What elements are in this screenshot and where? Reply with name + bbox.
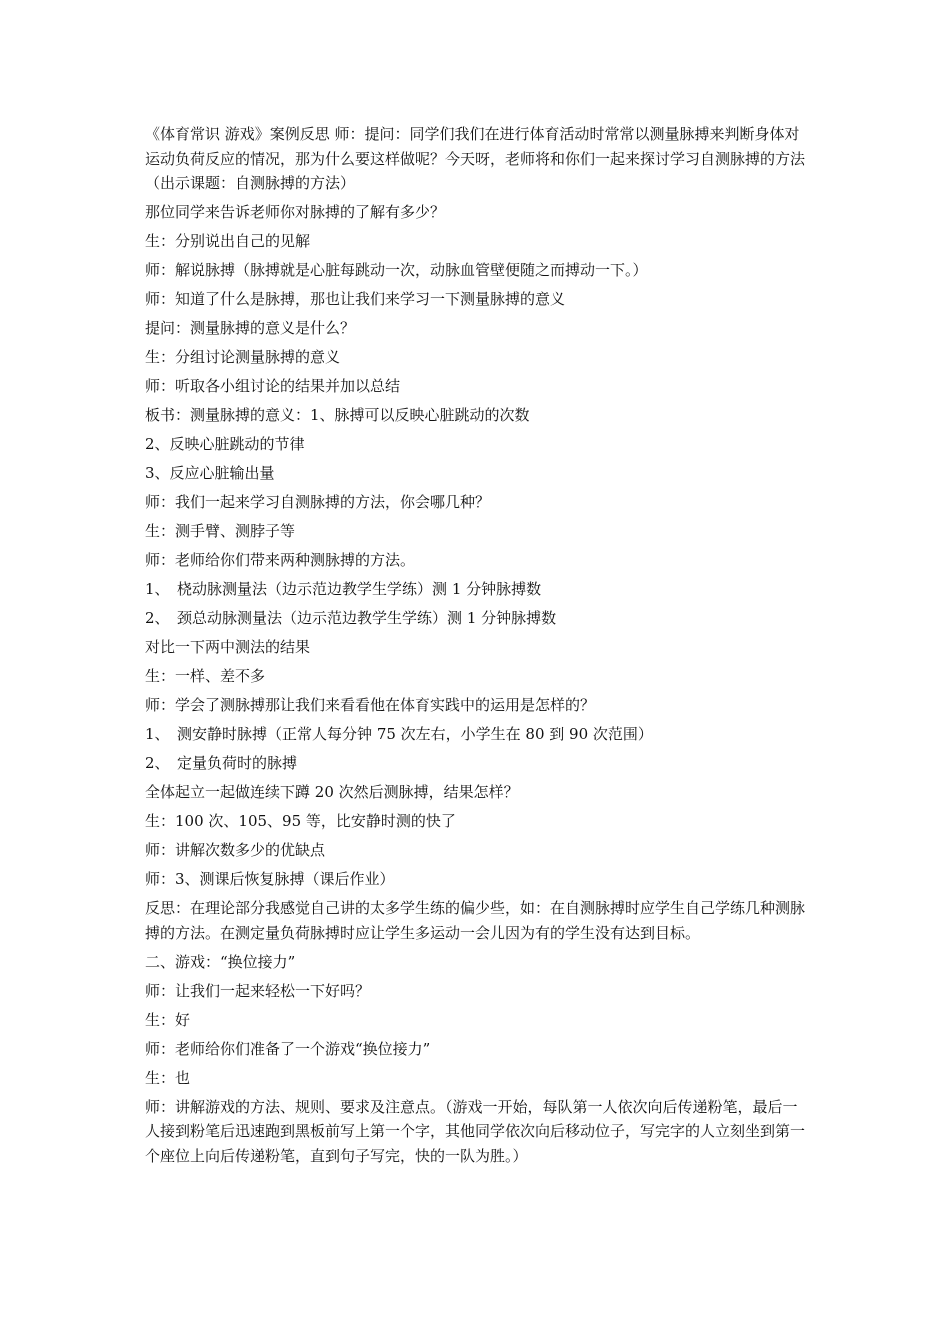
paragraph: 生：也: [145, 1068, 191, 1087]
section-heading-game: 二、游戏：“换位接力”: [145, 952, 296, 971]
list-item: 2、 颈总动脉测量法（边示范边教学生学练）测 1 分钟脉搏数: [145, 609, 557, 627]
paragraph: 生：100 次、105、95 等，比安静时测的快了: [145, 812, 456, 830]
paragraph: 师：老师给你们带来两种测脉搏的方法。: [145, 551, 416, 569]
paragraph-game-rules: 师：讲解游戏的方法、规则、要求及注意点。（游戏一开始，每队第一人依次向后传递粉笔，最后一人接到粉笔后迅速跑到黑板前写上第一个字，其他同学依次向后移动位子，写完字的人立刻坐到第一个座位上向后传递粉笔，直到句子写完，快的一队为胜。）: [145, 1097, 806, 1165]
list-item: 1、 测安静时脉搏（正常人每分钟 75 次左右，小学生在 80 到 90 次范围）: [145, 725, 653, 743]
paragraph: 师：讲解次数多少的优缺点: [145, 841, 326, 859]
paragraph: 生：好: [145, 1010, 191, 1029]
paragraph: 师：听取各小组讨论的结果并加以总结: [145, 377, 401, 395]
paragraph: 师：学会了测脉搏那让我们来看看他在体育实践中的运用是怎样的？: [145, 696, 596, 714]
paragraph: 对比一下两中测法的结果: [145, 638, 311, 656]
paragraph: 提问：测量脉搏的意义是什么？: [145, 319, 356, 337]
paragraph: 生：一样、差不多: [145, 667, 266, 685]
paragraph: 师：知道了什么是脉搏，那也让我们来学习一下测量脉搏的意义: [145, 290, 566, 308]
paragraph: 生：测手臂、测脖子等: [145, 522, 296, 540]
list-item: 2、 定量负荷时的脉搏: [145, 754, 298, 772]
paragraph-reflection: 反思：在理论部分我感觉自己讲的太多学生练的偏少些，如：在自测脉搏时应学生自己学练几种测脉搏的方法。在测定量负荷脉搏时应让学生多运动一会儿因为有的学生没有达到目标。: [145, 899, 806, 942]
paragraph-title-intro: 《体育常识 游戏》案例反思 师：提问：同学们我们在进行体育活动时常常以测量脉搏来判断身体对运动负荷反应的情况，那为什么要这样做呢？今天呀，老师将和你们一起来探讨学习自测脉搏的方法（出示课题：自测脉搏的方法）: [145, 125, 806, 192]
paragraph: 师：老师给你们准备了一个游戏“换位接力”: [145, 1039, 431, 1058]
paragraph: 师：解说脉搏（脉搏就是心脏每跳动一次，动脉血管壁便随之而搏动一下。）: [145, 261, 648, 279]
paragraph: 生：分别说出自己的见解: [145, 232, 311, 250]
document-page: [145, 122, 810, 1173]
paragraph: 师：我们一起来学习自测脉搏的方法，你会哪几种？: [145, 493, 491, 511]
paragraph: 生：分组讨论测量脉搏的意义: [145, 348, 341, 366]
paragraph: 全体起立一起做连续下蹲 20 次然后测脉搏，结果怎样？: [145, 783, 519, 801]
list-item: 1、 桡动脉测量法（边示范边教学生学练）测 1 分钟脉搏数: [145, 580, 542, 598]
paragraph: 3、反应心脏输出量: [145, 464, 275, 482]
paragraph-board-notes: 板书：测量脉搏的意义：1、脉搏可以反映心脏跳动的次数: [145, 406, 530, 424]
paragraph: 师：3、测课后恢复脉搏（课后作业）: [145, 870, 395, 888]
paragraph: 那位同学来告诉老师你对脉搏的了解有多少？: [145, 203, 446, 221]
paragraph: 2、反映心脏跳动的节律: [145, 435, 305, 453]
paragraph: 师：让我们一起来轻松一下好吗？: [145, 981, 371, 1000]
